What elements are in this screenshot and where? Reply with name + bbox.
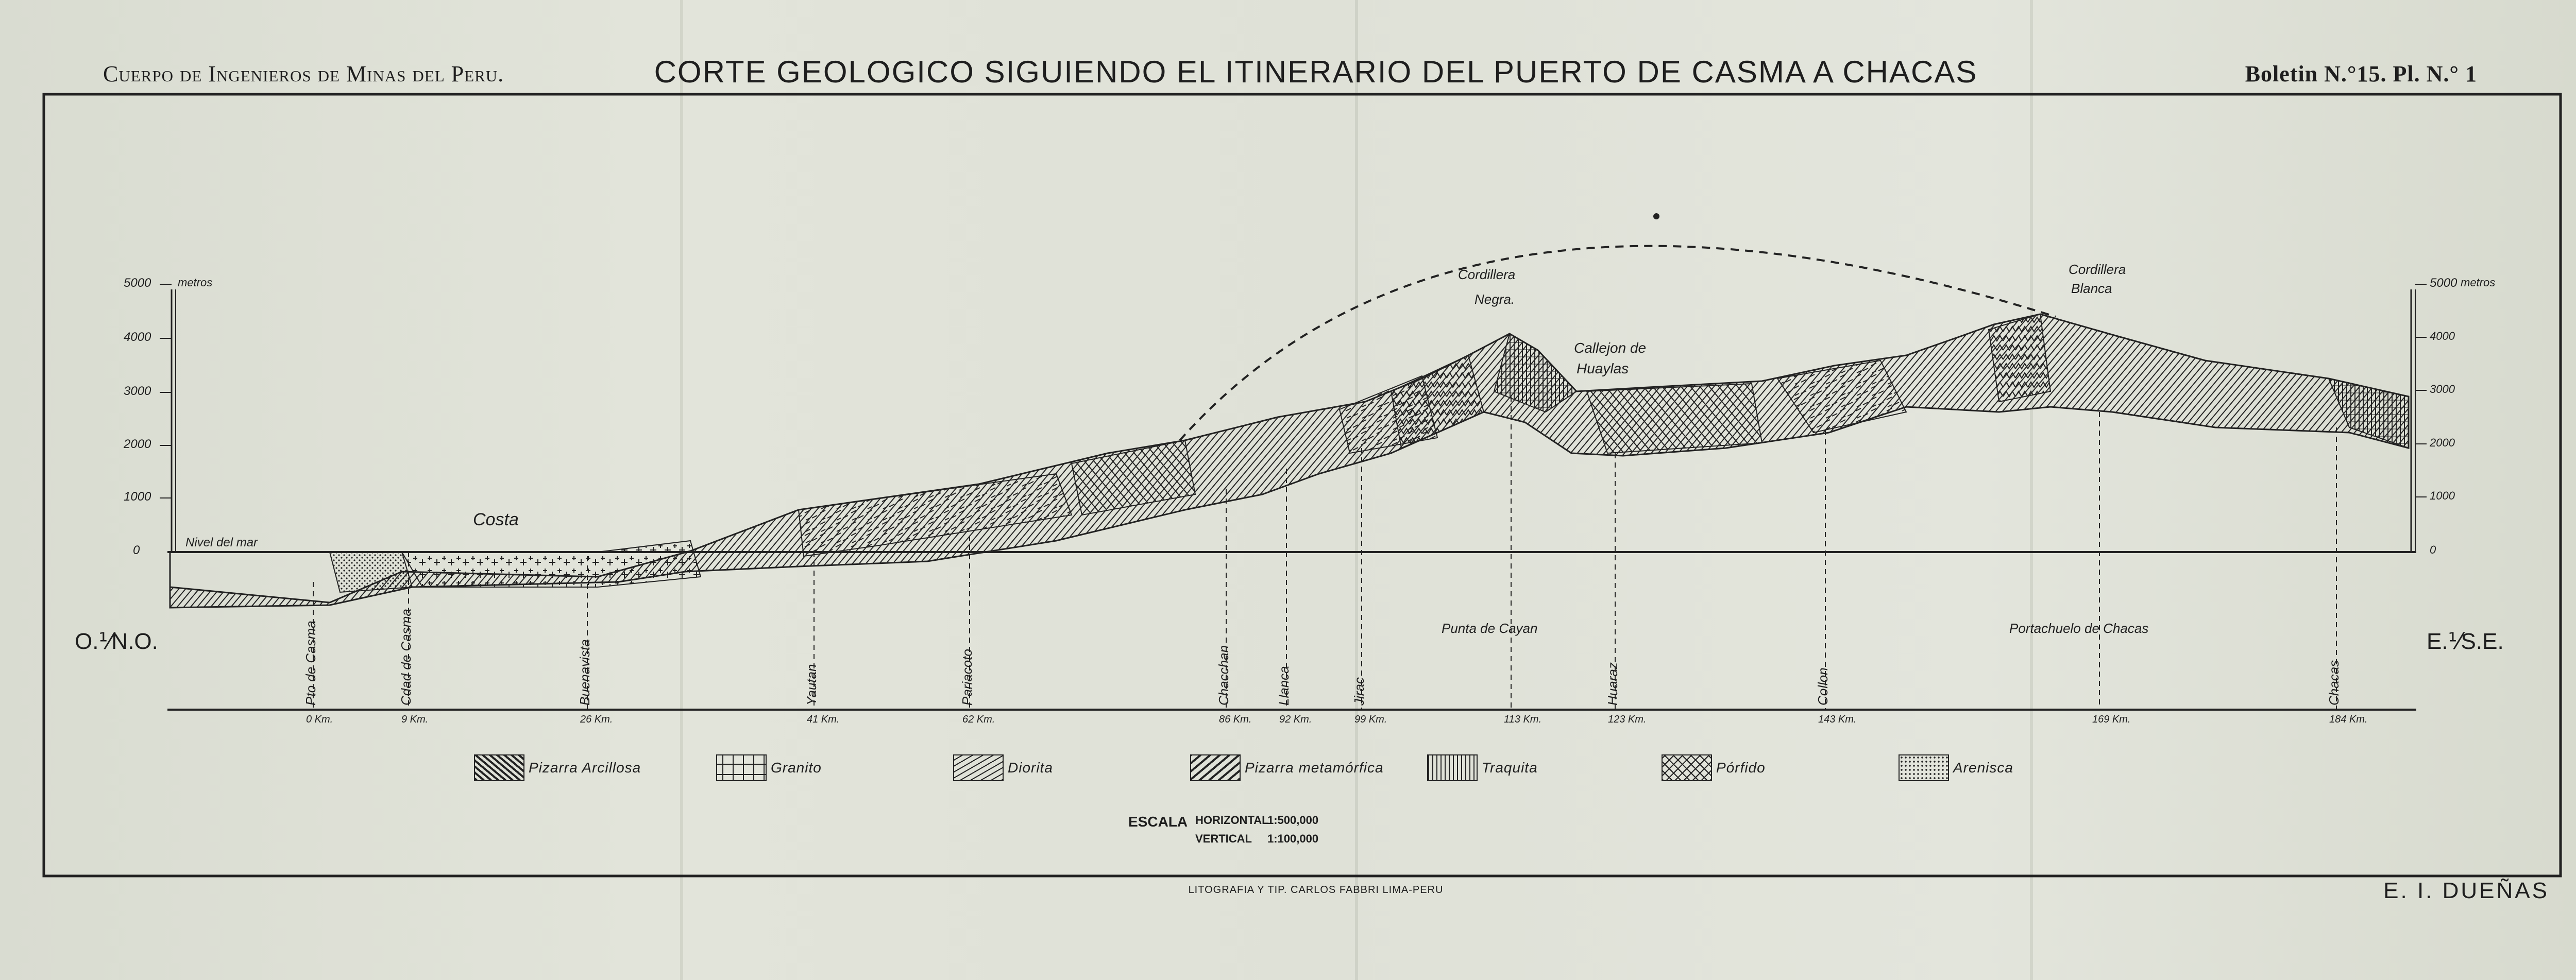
sandstone-zone: [330, 552, 412, 592]
axis-tick: 4000: [124, 330, 151, 344]
legend-item: [1662, 754, 1766, 781]
km-label: 41 Km.: [807, 714, 840, 725]
km-label: 169 Km.: [2092, 714, 2131, 725]
km-label: 0 Km.: [306, 714, 333, 725]
km-label: 62 Km.: [962, 714, 995, 725]
place-name: Llanca: [1276, 666, 1292, 706]
scale-v-label: VERTICAL: [1195, 832, 1252, 845]
place-name: Jirac: [1351, 677, 1367, 706]
axis-tick: 3000: [124, 384, 151, 398]
axis-unit: metros: [2461, 276, 2496, 289]
bulletin-label: Boletin N.°15. Pl. N.° 1: [2245, 61, 2477, 87]
legend-label: Diorita: [1008, 760, 1053, 776]
scale-v-value: 1:100,000: [1267, 832, 1319, 845]
axis-tick: 1000: [124, 490, 151, 504]
legend-swatch: [1427, 754, 1478, 781]
legend-item: [716, 754, 822, 781]
legend-swatch: [1899, 754, 1949, 781]
km-label: 86 Km.: [1219, 714, 1252, 725]
km-label: 113 Km.: [1504, 714, 1541, 725]
km-label: 26 Km.: [580, 714, 613, 725]
cordillera-blanca-label-2: Blanca: [2071, 281, 2112, 296]
legend-label: Traquita: [1482, 760, 1538, 776]
axis-tick: 4000: [2430, 330, 2455, 342]
axis-tick: 2000: [124, 437, 151, 451]
issuer-label: Cuerpo de Ingenieros de Minas del Peru.: [103, 61, 504, 87]
east-direction: E.⅟S.E.: [2427, 629, 2504, 654]
km-label: 184 Km.: [2329, 714, 2368, 725]
place-name: Portachuelo de Chacas: [2009, 621, 2149, 636]
place-name: Cdad de Casma: [398, 609, 414, 706]
place-name: Punta de Cayan: [1442, 621, 1538, 636]
axis-tick: 2000: [2430, 436, 2455, 449]
scale-h-value: 1:500,000: [1267, 814, 1319, 827]
metamorphic-slate-zone: [1587, 384, 1762, 453]
km-label: 99 Km.: [1354, 714, 1387, 725]
legend-label: Arenisca: [1953, 760, 2013, 776]
porphyry-zone: [1989, 314, 2050, 402]
costa-label: Costa: [473, 510, 519, 529]
scale-title: ESCALA: [1128, 814, 1188, 830]
place-name: Collon: [1815, 667, 1831, 706]
legend-swatch: [1190, 754, 1241, 781]
axis-tick: 5000: [124, 276, 151, 290]
porphyry-zone: [1391, 355, 1484, 448]
cordillera-blanca-label: Cordillera: [2069, 262, 2126, 277]
sea-level-label: Nivel del mar: [185, 536, 258, 549]
scale-h-label: HORIZONTAL: [1195, 814, 1269, 827]
place-name: Chacchan: [1216, 645, 1231, 706]
legend-item: [474, 754, 641, 781]
km-label: 123 Km.: [1608, 714, 1647, 725]
granite-zone: [402, 541, 701, 587]
axis-tick: 0: [133, 543, 140, 557]
legend-label: Pizarra Arcillosa: [529, 760, 641, 776]
axis-tick: 5000: [2430, 276, 2458, 290]
legend-swatch: [474, 754, 524, 781]
scale-block: [1195, 811, 1318, 848]
printer-credit: LITOGRAFIA Y TIP. CARLOS FABBRI LIMA-PERU: [1188, 884, 1444, 896]
callejon-label-2: Huaylas: [1577, 360, 1629, 376]
legend-label: Pórfido: [1716, 760, 1766, 776]
page-title: CORTE GEOLOGICO SIGUIENDO EL ITINERARIO DEL PUERTO DE CASMA A CHACAS: [654, 55, 1978, 89]
axis-tick: 1000: [2430, 489, 2455, 502]
legend-label: Granito: [771, 760, 822, 776]
axis-tick: 3000: [2430, 383, 2455, 396]
km-label: 143 Km.: [1818, 714, 1857, 725]
legend-item: [1427, 754, 1538, 781]
callejon-label: Callejon de: [1574, 340, 1647, 356]
place-name: Pto de Casma: [303, 621, 318, 706]
km-label: 9 Km.: [401, 714, 429, 725]
axis-tick: 0: [2430, 543, 2436, 556]
place-name: Chacas: [2326, 660, 2342, 706]
legend-item: [1190, 754, 1384, 781]
legend-swatch: [716, 754, 767, 781]
legend-swatch: [1662, 754, 1712, 781]
km-label: 92 Km.: [1279, 714, 1312, 725]
cordillera-negra-label-2: Negra.: [1475, 291, 1515, 307]
axis-unit: metros: [178, 276, 213, 289]
west-direction: O.⅟N.O.: [75, 629, 158, 654]
legend-item: [953, 754, 1053, 781]
legend-swatch: [953, 754, 1004, 781]
cordillera-negra-label: Cordillera: [1458, 267, 1516, 282]
legend-label: Pizarra metamórfica: [1245, 760, 1384, 776]
place-name: Pariacoto: [959, 649, 975, 706]
place-name: Huaraz: [1605, 662, 1620, 706]
legend-item: [1899, 754, 2013, 781]
place-name: Yautan: [804, 664, 819, 706]
author-name: E. I. DUEÑAS: [2383, 878, 2549, 903]
place-name: Buenavista: [577, 639, 592, 706]
